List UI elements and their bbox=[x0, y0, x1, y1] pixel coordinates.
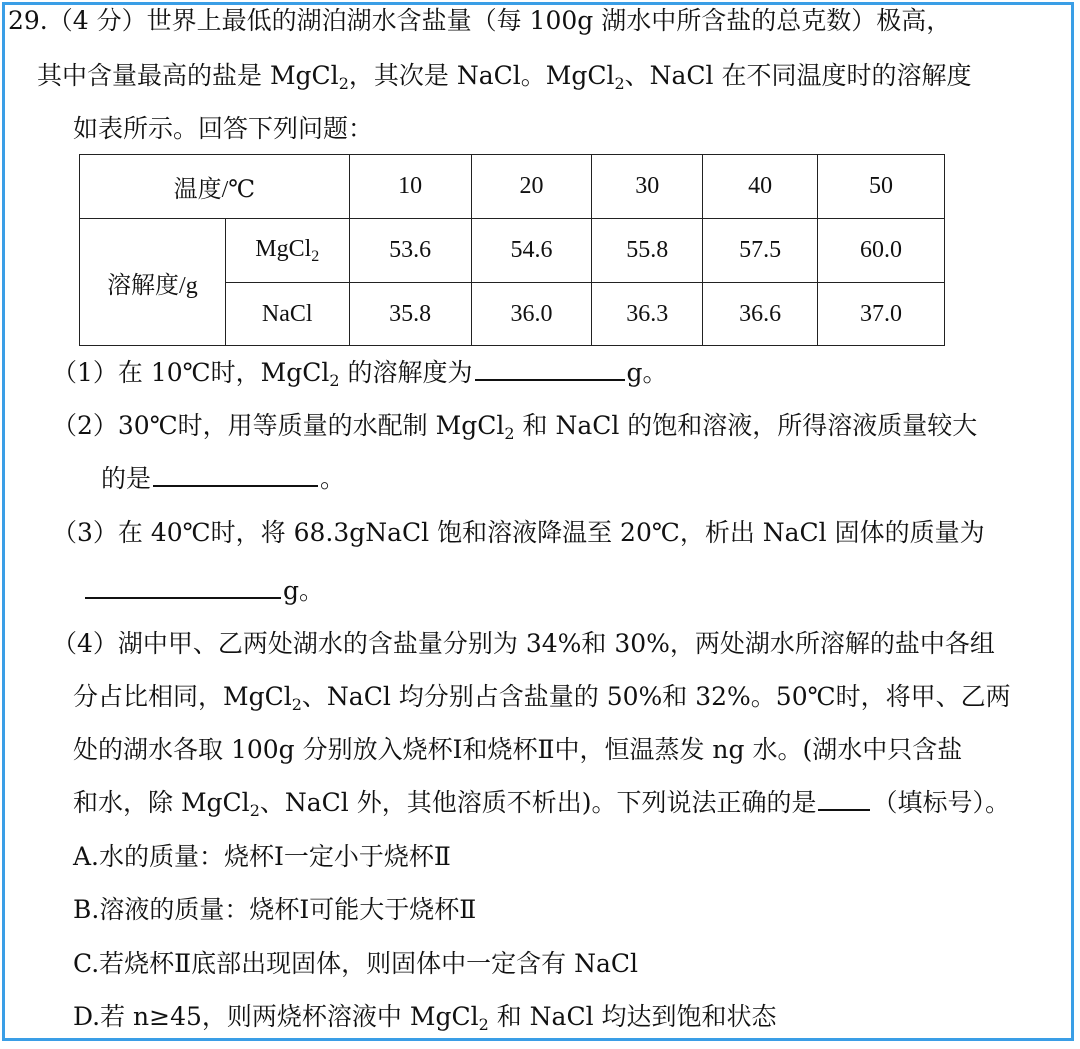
q3-text-b: g。 bbox=[283, 576, 325, 605]
temp-cell: 10 bbox=[349, 155, 471, 219]
temp-cell: 20 bbox=[471, 155, 592, 219]
mgcl2-value-cell: 53.6 bbox=[349, 219, 471, 283]
intro-text-2a: 其中含量最高的盐是 MgCl bbox=[37, 61, 339, 90]
q4-text-4a: 和水，除 MgCl bbox=[73, 788, 250, 817]
q4-sub-2: 2 bbox=[291, 695, 302, 714]
solubility-table bbox=[79, 154, 945, 346]
sub-question-4-line-2 bbox=[73, 680, 1011, 722]
temp-cell: 30 bbox=[592, 155, 703, 219]
intro-text-2b: ，其次是 NaCl。MgCl bbox=[348, 61, 615, 90]
mgcl2-label-sub: 2 bbox=[311, 247, 320, 265]
nacl-value-cell: 36.6 bbox=[703, 283, 818, 346]
option-b bbox=[73, 893, 476, 927]
nacl-value-cell: 36.0 bbox=[471, 283, 592, 346]
q3-answer-blank[interactable] bbox=[85, 575, 281, 599]
q2-sub: 2 bbox=[504, 424, 515, 443]
sub-question-4-line-4 bbox=[73, 786, 1010, 828]
sub-question-2 bbox=[52, 409, 977, 451]
intro-text-3: 如表所示。回答下列问题： bbox=[73, 114, 374, 143]
intro-sub-2: 2 bbox=[338, 74, 349, 93]
q4-text-4b: 、NaCl 外，其他溶质不析出)。下列说法正确的是 bbox=[259, 788, 817, 817]
q3-text-a: （3）在 40℃时，将 68.3gNaCl 饱和溶液降温至 20℃，析出 NaCl 固体的质量为 bbox=[52, 518, 985, 547]
question-intro-line-3 bbox=[73, 112, 373, 146]
q1-text-b: 的溶解度为 bbox=[339, 358, 473, 387]
q2-text-a: （2）30℃时，用等质量的水配制 MgCl bbox=[52, 411, 505, 440]
option-a-text: A.水的质量：烧杯Ⅰ一定小于烧杯Ⅱ bbox=[73, 842, 451, 871]
temp-cell: 50 bbox=[818, 155, 945, 219]
solubility-label-cell: 溶解度/g bbox=[80, 219, 226, 346]
option-b-text: B.溶液的质量：烧杯Ⅰ可能大于烧杯Ⅱ bbox=[73, 895, 477, 924]
sub-question-3 bbox=[52, 516, 985, 550]
table-row-mgcl2 bbox=[80, 219, 945, 283]
q1-answer-blank[interactable] bbox=[475, 357, 625, 381]
option-c bbox=[73, 947, 638, 981]
intro-text-2c: 、NaCl 在不同温度时的溶解度 bbox=[624, 61, 972, 90]
mgcl2-label: MgCl bbox=[255, 235, 312, 262]
nacl-value-cell: 36.3 bbox=[592, 283, 703, 346]
nacl-label-cell: NaCl bbox=[225, 283, 349, 346]
option-d-text-a: D.若 n≥45，则两烧杯溶液中 MgCl bbox=[73, 1002, 479, 1031]
mgcl2-value-cell: 60.0 bbox=[818, 219, 945, 283]
mgcl2-label-cell bbox=[225, 219, 349, 283]
q4-sub-4: 2 bbox=[249, 801, 260, 820]
question-intro-line-2 bbox=[37, 59, 972, 101]
option-c-text: C.若烧杯Ⅱ底部出现固体，则固体中一定含有 NaCl bbox=[73, 949, 639, 978]
q4-text-2b: 、NaCl 均分别占含盐量的 50%和 32%。50℃时，将甲、乙两 bbox=[301, 682, 1011, 711]
sub-question-3-line-2 bbox=[85, 574, 324, 608]
q1-text-a: （1）在 10℃时，MgCl bbox=[52, 358, 330, 387]
q4-text-4c: （填标号）。 bbox=[872, 788, 1010, 817]
sub-question-2-line-2 bbox=[101, 462, 345, 496]
q4-answer-blank[interactable] bbox=[818, 787, 870, 811]
option-a bbox=[73, 840, 451, 874]
option-d-text-b: 和 NaCl 均达到饱和状态 bbox=[488, 1002, 777, 1031]
table-row-temperature bbox=[80, 155, 945, 219]
q4-text-3: 处的湖水各取 100g 分别放入烧杯Ⅰ和烧杯Ⅱ中，恒温蒸发 ng 水。(湖水中只含盐 bbox=[73, 735, 963, 764]
sub-question-4-line-1 bbox=[52, 627, 995, 661]
q2-text-c: 的是 bbox=[101, 464, 152, 493]
q4-text-1: （4）湖中甲、乙两处湖水的含盐量分别为 34%和 30%，两处湖水所溶解的盐中各组 bbox=[52, 629, 995, 658]
mgcl2-value-cell: 55.8 bbox=[592, 219, 703, 283]
intro-text-1: 29.（4 分）世界上最低的湖泊湖水含盐量（每 100g 湖水中所含盐的总克数）极高， bbox=[8, 6, 952, 35]
intro-sub-2b: 2 bbox=[614, 74, 625, 93]
q4-text-2a: 分占比相同，MgCl bbox=[73, 682, 292, 711]
nacl-value-cell: 37.0 bbox=[818, 283, 945, 346]
sub-question-4-line-3 bbox=[73, 733, 962, 767]
temp-cell: 40 bbox=[703, 155, 818, 219]
sub-question-1 bbox=[52, 356, 668, 398]
q2-text-b: 和 NaCl 的饱和溶液，所得溶液质量较大 bbox=[514, 411, 978, 440]
question-intro-line-1 bbox=[8, 4, 951, 38]
option-d bbox=[73, 1000, 777, 1042]
option-d-sub: 2 bbox=[478, 1015, 489, 1034]
mgcl2-value-cell: 57.5 bbox=[703, 219, 818, 283]
q1-text-c: g。 bbox=[626, 358, 668, 387]
q2-answer-blank[interactable] bbox=[153, 463, 318, 487]
nacl-value-cell: 35.8 bbox=[349, 283, 471, 346]
temperature-header-cell: 温度/℃ bbox=[80, 155, 350, 219]
q1-sub: 2 bbox=[329, 371, 340, 390]
q2-text-d: 。 bbox=[320, 464, 346, 493]
mgcl2-value-cell: 54.6 bbox=[471, 219, 592, 283]
